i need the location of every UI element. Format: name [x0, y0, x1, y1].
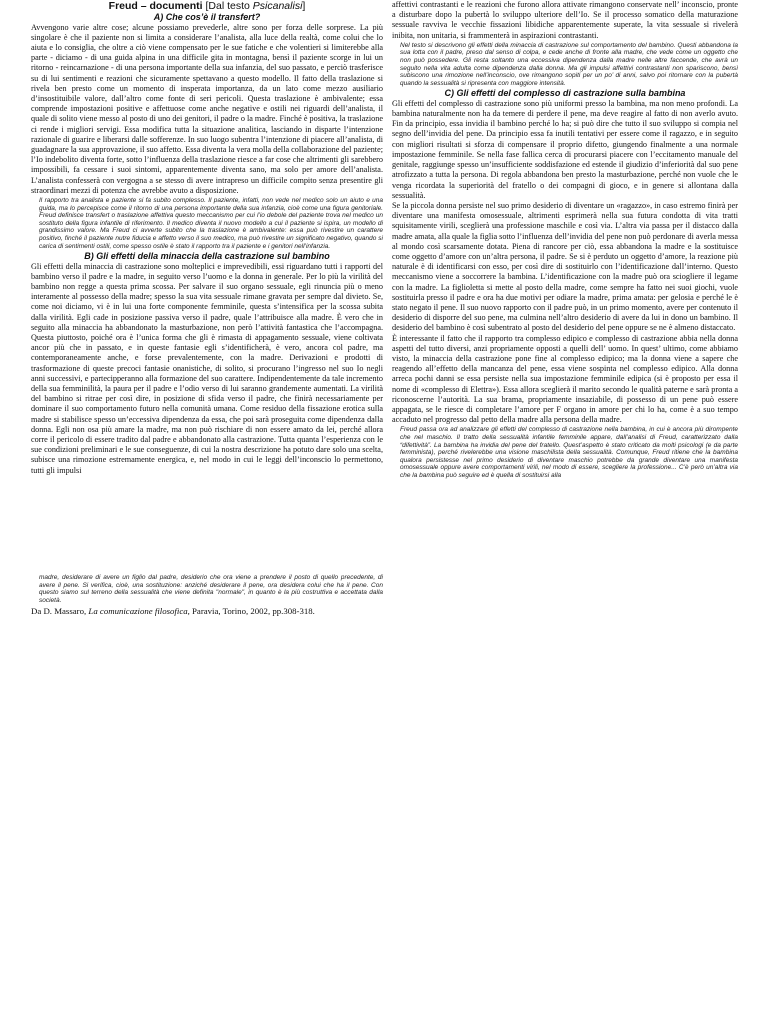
- source-citation: [31, 606, 383, 617]
- paragraph-castration-boy: Gli effetti della minaccia di castrazione sono molteplici e imprevedibili, essi riguardano tutti i rapporti del bambino verso il padre e la madre, in seguito verso l’uomo e la donna in generale. Per lo più la virilità del bambino non regge a questa prima scossa. Per salvare il suo organo sessuale, egli rinuncia più o meno interamente al possesso della madre; spesso la sua vita sessuale rimane gravata per sempre dal divieto. Se, come noi diciamo, vi è in lui una forte componente femminile, questa s’intensifica per la scossa subita dalla virilità. Egli cade in posizione passiva verso il padre, quale l’attribuisce alla madre. È vero che in seguito alla minaccia ha abbandonato la masturbazione, non però l’attività fantastica che l’accompagna. Questa piuttosto, poiché ora è l’unica forma che gli è rimasta di appagamento sessuale, viene coltivata ancor più che in passato, e in queste fantasie egli s’identificherà, è vero, ancora col padre, ma contemporaneamente anche, e forse prevalentemente, con la madre. Derivazioni e prodotti di trasformazione di queste precoci fantasie onanistiche, di solito, si procurano l’ingresso nel suo Io negli anni successivi, e partecipperanno alla formazione del suo carattere. Indipendentemente da tale incremento della sua femminilità, la paura per il padre e l’odio verso di lui saranno grandemente aumentati. La virilità del bambino si ritrae per così dire, in posizione di sfida verso il padre, che finirà necessariamente per dominare il suo comportamento futuro nella comunità umana. Come residuo della fissazione erotica sulla madre si stabilisce spesso un’eccessiva dipendenza da essa, che poi sarà proseguita come dipendenza dalla donna. Egli non osa più amare la madre, ma non può rischiare di non essere amato da lei, perché allora corre il pericolo di essere tradito dal padre e abbandonato alla castrazione. Tutta quanta l’esperienza con le sue condizioni preliminari e le sue conseguenze, di cui la nostra descrizione ha potuto dare solo una scelta, subisce una rimozione estremamente energica, e, nel modo in cui le leggi dell’inconscio lo permettono, tutti gli impulsi: [31, 261, 383, 475]
- paragraph-transfert: Avvengono varie altre cose; alcune possiamo prevederle, altre sono per forza delle sorprese. La più singolare è che il paziente non si limita a considerare l’analista, alla luce della realtà, come colui che lo aiuta e lo consiglia, che oltre a ciò viene compensato per le sue fatiche e che volentieri si limiterebbe alla parte - diciamo - di una guida alpina in una difficile gita in montagna, bensì il paziente scorge in lui un ritorno - reincarnazione - di una persona importante della sua infanzia, del suo passato, e perciò trasferisce su di lui sentimenti e reazioni che sicuramente spettavano a questo modello. Il fatto della traslazione si rivela ben presto come un momento di insperata importanza, da un lato come mezzo ausiliario d’insostituibile valore, dall’altro come fonte di seri pericoli. Questa traslazione è ambivalente; essa comprende impostazioni positive e affettuose come anche negative e ostili nei riguardi dell’analista, il quale di solito viene messo al posto di uno dei genitori, il padre o la madre. Finché è positiva, la traslazione ci rende i migliori servigi. Essa modifica tutta la situazione analitica, lasciando in disparte l’intenzione razionale di guarire e liberarsi dalle sofferenze. In suo luogo subentra l’intenzione di piacere all’analista, di guadagnare la sua approvazione, il suo affetto. Essa diventa la vera molla della collaborazione del paziente; l’Io indebolito diventa forte, sotto l’influenza della traslazione riesce a far cose che altrimenti gli sarebbero impossibili, fa cessare i suoi sintomi, apparentemente diventa sano, ma solo per amore dell’analista. L’analista confesserà con vergogna a se stesso di avere intrapreso un difficile compito senza presentire gli straordinari mezzi di potenza che avrebbe avuto a disposizione.: [31, 22, 383, 195]
- title-close: ]: [302, 0, 306, 12]
- section-heading-b: B) Gli effetti della minaccia della castrazione sul bambino: [84, 251, 330, 262]
- commentary-note-girl: Freud passa ora ad analizzare gli effetti del complesso di castrazione nella bambina, in cui è ancora più dirompente che nel maschio. Il tratto della sessualità infantile femminile appare, dall’analisi di Freud, caratterizzato dalla “difettività”. La bambina ha invidia del pene del fratello. Quest’aspetto è stato criticato da molti psicologi (e da parte femminista), perché rivelerebbe una visione maschilista della sessualità. Comunque, Freud ritiene che la bambina qualora persistesse nel primo desiderio di diventare maschio potrebbe da grande diventare una manifesta omosessuale oppure avere comportamenti virili, nel modo di essere, scegliere la professione... C’è però un’altra via che la bambina può seguire ed è quella di sostituirsi alla: [400, 426, 738, 479]
- paragraph-continuation: affettivi contrastanti e le reazioni che furono allora attivate rimangono conservate nell’ inconscio, pronte a disturbare dopo la pubertà lo sviluppo ulteriore dell’Io. Se il processo somatico della maturazione sessuale ravviva le vecchie fissazioni libidiche apparentemente superate, la vita sessuale si rivelerà inibita, non unitaria, si frammenterà in aspirazioni contrastanti.: [392, 0, 738, 40]
- paragraph-girl-paths: Se la piccola donna persiste nel suo primo desiderio di diventare un «ragazzo», in caso estremo finirà per diventare una manifesta omosessuale, altrimenti esprimerà nella sua futura condotta di vita tratti squisitamente virili, sceglierà una professione maschile e così via. L’altra via passa per il distacco dalla madre amata, alla quale la figlia sotto l’influenza dell’invidia del pene non può perdonare di averla messa al mondo così scarsamente dotata. Piena di rancore per ciò, essa abbandona la madre e la sostituisce come oggetto d’amore con un’altra persona, il padre. Se si è perduto un oggetto d’amore, la reazione più naturale è di identificarsi con esso, per così dire di sostituirlo con l’identificazione dall’interno. Questo meccanismo viene a soccorrere la bambina. L’identificazione con la madre può ora sciogliere il legame con la madre. La figlioletta si mette al posto della madre, come sempre ha fatto nei suoi giochi, vuole sostituirla presso il padre e ora ha due motivi per odiare la madre, prima amata: per gelosia e perché le è stato negato il pene. Il suo nuovo rapporto con il padre può, in un primo momento, avere per contenuto il desiderio di disporre del suo pene, ma culmina nell’altro desiderio di avere da lui in dono un bambino. Il desiderio del bambino è così subentrato al posto del desiderio del pene oppure se ne è almeno distaccato.: [392, 200, 738, 333]
- source-book-title: La comunicazione filosofica: [88, 606, 188, 617]
- title-bold: Freud – documenti: [108, 0, 203, 12]
- right-column: [392, 0, 738, 481]
- title-normal: [Dal testo: [205, 0, 253, 12]
- commentary-note-transfert: Il rapporto tra analista e paziente si fa subito complesso. Il paziente, infatti, non vede nel medico solo un aiuto e una guida, ma lo percepisce come il ritorno di una persona importante della sua infanzia, cioè come una figura genitoriale. Freud definisce transfert o traslazione affettiva questo meccanismo per cui l’io debole del paziente trova nel medico un sostituto della figura infantile di riferimento. Il medico diventa il nuovo modello a cui il paziente si ispira, un modello di grandissimo valore. Ma Freud ci avverte subito che la traslazione è ambivalente: essa può rivestire un carattere positivo, finché il paziente nutre fiducia e affetto verso il suo medico, ma può rivestire un significato negativo, quando si carica di sentimenti ostili, come spesso ostile è stato il rapporto tra il paziente e i genitori nell’infanzia.: [39, 196, 383, 250]
- paragraph-oedipus-comparison: È interessante il fatto che il rapporto tra complesso edipico e complesso di castrazione abbia nella donna aspetti del tutto diversi, anzi propriamente opposti a quelli dell’ uomo. In quest’ ultimo, come abbiamo visto, la minaccia della castrazione pone fine al complesso edipico; ma la donna viene a sapere che reagendo all’effetto della mancanza del pene, essa viene sospinta nel complesso edipico. Alla donna arreca pochi danni se essa persiste nella sua impostazione femminile edipica (si è proposto per essa il nome di «complesso di Elettra»). Essa allora sceglierà il marito secondo le qualità paterne e sarà pronta a riconoscerne l’autorità. La sua brama, propriamente insaziabile, di possesso di un pene può essere appagata, se le riesce di completare l’amore per F organo in amore per chi lo ha, come è a suo tempo accaduto nel progresso dal petto della madre alla persona della madre.: [392, 333, 738, 425]
- source-prefix: Da D. Massaro,: [31, 606, 89, 617]
- commentary-note-boy: Nel testo si descrivono gli effetti della minaccia di castrazione sul comportamento del bambino. Questi abbandona la sua lotta con il padre, preso dal senso di colpa, e cede anche di fronte alla madre, che vede come un oggetto che non può possedere. Gli resta soltanto una eccessiva dipendenza dalla madre nelle altre faccende, che avrà un seguito nella vita adulta come dipendenza dalla donna. Ma gli impulsi affettivi contrastanti non spariscono, bensì subiscono una rimozione nell’inconscio, ove rimangono sopiti per un po’ di anni, salvo poi ritornare con la pubertà quando la sessualità si ripresenta con maggiore intensità.: [400, 41, 738, 87]
- footer-block: [31, 573, 383, 617]
- commentary-note-continuation: madre, desiderare di avere un figlio dal padre, desiderio che ora viene a prendere il posto di quello precedente, di avere il pene. Si verifica, cioè, una sostituzione: anziché desiderare il pene, ora desidera colui che ha il pene. Con questo siamo sul terreno della sessualità che viene definita "normale", in quanto è la più costruttiva e accettata dalla società.: [39, 574, 383, 604]
- paragraph-castration-girl: Gli effetti del complesso di castrazione sono più uniformi presso la bambina, ma non meno profondi. La bambina naturalmente non ha da temere di perdere il pene, ma deve reagire al fatto di non averlo avuto. Fin da principio, essa invidia il bambino perché lo ha; si può dire che tutto il suo sviluppo si compia nel segno dell’invidia del pene. Da principio essa fa inutili tentativi per essere come il ragazzo, e in seguito con migliori risultati si sforza di compensare il proprio difetto, giungendo finalmente a una normale impostazione femminile. Se nella fase fallica cerca di procurarsi piacere con l’eccitamento manuale del genitale, raggiunge spesso un’insufficiente soddisfazione ed estende il giudizio d’inferiorità dal suo pene atrofizzato a tutta la persona. Di regola abbandona ben presto la masturbazione, perché non vuole che le venga ricordata la superiorità del fratello o dei compagni di gioco, e in genere si allontana dalla sessualità.: [392, 98, 738, 200]
- title-italic: Psicanalisi: [252, 0, 303, 12]
- page-title: [31, 0, 383, 12]
- section-heading-a: A) Che cos’è il transfert?: [153, 12, 261, 22]
- section-heading-c: C) Gli effetti del complesso di castrazione sulla bambina: [444, 88, 686, 99]
- source-suffix: , Paravia, Torino, 2002, pp.308-318.: [187, 606, 315, 617]
- left-column: [31, 0, 383, 476]
